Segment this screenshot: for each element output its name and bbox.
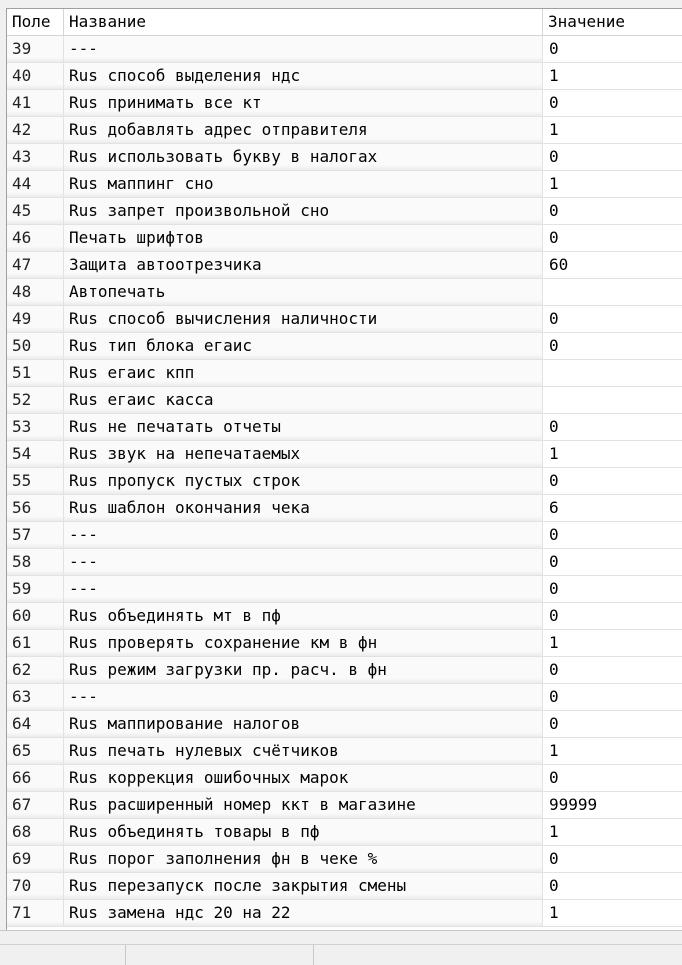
name-cell: Rus замена ндс 20 на 22: [64, 900, 543, 927]
field-cell: 53: [7, 414, 64, 441]
name-cell: Rus пропуск пустых строк: [64, 468, 543, 495]
value-cell[interactable]: 0: [543, 549, 682, 576]
value-cell[interactable]: 0: [543, 36, 682, 63]
table-row[interactable]: [7, 387, 682, 414]
table-row[interactable]: [7, 441, 682, 468]
field-cell: 66: [7, 765, 64, 792]
table-row[interactable]: [7, 279, 682, 306]
table-row[interactable]: [7, 792, 682, 819]
name-cell: Rus запрет произвольной сно: [64, 198, 543, 225]
value-cell[interactable]: 1: [543, 63, 682, 90]
name-cell: ---: [64, 36, 543, 63]
table-row[interactable]: [7, 171, 682, 198]
name-cell: ---: [64, 522, 543, 549]
table-row[interactable]: [7, 738, 682, 765]
value-cell[interactable]: 0: [543, 576, 682, 603]
value-cell[interactable]: 60: [543, 252, 682, 279]
name-cell: ---: [64, 549, 543, 576]
field-cell: 61: [7, 630, 64, 657]
table-row[interactable]: [7, 306, 682, 333]
value-cell[interactable]: 1: [543, 630, 682, 657]
field-cell: 39: [7, 36, 64, 63]
value-cell[interactable]: 0: [543, 603, 682, 630]
value-cell[interactable]: 0: [543, 333, 682, 360]
value-cell[interactable]: 1: [543, 900, 682, 927]
field-cell: 47: [7, 252, 64, 279]
field-cell: 42: [7, 117, 64, 144]
column-header-name[interactable]: Название: [64, 9, 543, 35]
name-cell: Rus егаис касса: [64, 387, 543, 414]
name-cell: Rus маппирование налогов: [64, 711, 543, 738]
value-cell[interactable]: 0: [543, 414, 682, 441]
table-body: [7, 36, 682, 927]
name-cell: Печать шрифтов: [64, 225, 543, 252]
value-cell[interactable]: 0: [543, 657, 682, 684]
name-cell: ---: [64, 576, 543, 603]
name-cell: Rus использовать букву в налогах: [64, 144, 543, 171]
field-cell: 56: [7, 495, 64, 522]
value-cell[interactable]: 1: [543, 171, 682, 198]
table-row[interactable]: [7, 576, 682, 603]
value-cell[interactable]: 0: [543, 873, 682, 900]
table-row[interactable]: [7, 495, 682, 522]
table-row[interactable]: [7, 873, 682, 900]
field-cell: 62: [7, 657, 64, 684]
status-bar: [0, 944, 682, 965]
name-cell: Rus объединять товары в пф: [64, 819, 543, 846]
value-cell[interactable]: [543, 279, 682, 306]
name-cell: Rus проверять сохранение км в фн: [64, 630, 543, 657]
field-cell: 60: [7, 603, 64, 630]
table-row[interactable]: [7, 819, 682, 846]
table-row[interactable]: [7, 252, 682, 279]
value-cell[interactable]: 0: [543, 765, 682, 792]
table-row[interactable]: [7, 414, 682, 441]
name-cell: Rus расширенный номер ккт в магазине: [64, 792, 543, 819]
value-cell[interactable]: 0: [543, 522, 682, 549]
table-row[interactable]: [7, 117, 682, 144]
status-panel-2: [126, 945, 314, 965]
name-cell: Rus не печатать отчеты: [64, 414, 543, 441]
table-row[interactable]: [7, 36, 682, 63]
field-cell: 63: [7, 684, 64, 711]
name-cell: Rus порог заполнения фн в чеке %: [64, 846, 543, 873]
value-cell[interactable]: 0: [543, 225, 682, 252]
name-cell: Rus печать нулевых счётчиков: [64, 738, 543, 765]
value-cell[interactable]: 0: [543, 198, 682, 225]
field-cell: 41: [7, 90, 64, 117]
table-row[interactable]: [7, 846, 682, 873]
name-cell: Rus перезапуск после закрытия смены: [64, 873, 543, 900]
table-header: [7, 9, 682, 36]
name-cell: Rus егаис кпп: [64, 360, 543, 387]
name-cell: Rus звук на непечатаемых: [64, 441, 543, 468]
table-row[interactable]: [7, 684, 682, 711]
table-row[interactable]: [7, 711, 682, 738]
name-cell: Автопечать: [64, 279, 543, 306]
field-cell: 65: [7, 738, 64, 765]
table-row[interactable]: [7, 630, 682, 657]
field-cell: 46: [7, 225, 64, 252]
table-row[interactable]: [7, 657, 682, 684]
name-cell: Защита автоотрезчика: [64, 252, 543, 279]
value-cell[interactable]: 0: [543, 90, 682, 117]
table-row[interactable]: [7, 225, 682, 252]
table-row[interactable]: [7, 549, 682, 576]
value-cell[interactable]: [543, 360, 682, 387]
field-cell: 69: [7, 846, 64, 873]
field-cell: 44: [7, 171, 64, 198]
field-cell: 52: [7, 387, 64, 414]
field-cell: 70: [7, 873, 64, 900]
status-panel-1: [0, 945, 126, 965]
field-cell: 45: [7, 198, 64, 225]
table-row[interactable]: [7, 468, 682, 495]
field-cell: 71: [7, 900, 64, 927]
name-cell: Rus принимать все кт: [64, 90, 543, 117]
table-row[interactable]: [7, 144, 682, 171]
name-cell: Rus объединять мт в пф: [64, 603, 543, 630]
value-cell[interactable]: 0: [543, 711, 682, 738]
column-header-field[interactable]: Поле: [7, 9, 64, 35]
table-row[interactable]: [7, 90, 682, 117]
settings-table: [6, 8, 682, 931]
table-row[interactable]: [7, 765, 682, 792]
value-cell[interactable]: 6: [543, 495, 682, 522]
field-cell: 58: [7, 549, 64, 576]
name-cell: ---: [64, 684, 543, 711]
name-cell: Rus коррекция ошибочных марок: [64, 765, 543, 792]
name-cell: Rus способ вычисления наличности: [64, 306, 543, 333]
value-cell[interactable]: 0: [543, 144, 682, 171]
name-cell: Rus добавлять адрес отправителя: [64, 117, 543, 144]
value-cell[interactable]: 0: [543, 684, 682, 711]
value-cell[interactable]: 1: [543, 819, 682, 846]
field-cell: 50: [7, 333, 64, 360]
name-cell: Rus тип блока егаис: [64, 333, 543, 360]
value-cell[interactable]: 1: [543, 117, 682, 144]
field-cell: 67: [7, 792, 64, 819]
field-cell: 54: [7, 441, 64, 468]
name-cell: Rus маппинг сно: [64, 171, 543, 198]
name-cell: Rus шаблон окончания чека: [64, 495, 543, 522]
value-cell[interactable]: 0: [543, 468, 682, 495]
table-row[interactable]: [7, 603, 682, 630]
name-cell: Rus способ выделения ндс: [64, 63, 543, 90]
table-row[interactable]: [7, 333, 682, 360]
value-cell[interactable]: 0: [543, 846, 682, 873]
field-cell: 43: [7, 144, 64, 171]
field-cell: 55: [7, 468, 64, 495]
field-cell: 59: [7, 576, 64, 603]
field-cell: 68: [7, 819, 64, 846]
table-row[interactable]: [7, 522, 682, 549]
table-row[interactable]: [7, 900, 682, 927]
table-row[interactable]: [7, 198, 682, 225]
name-cell: Rus режим загрузки пр. расч. в фн: [64, 657, 543, 684]
table-row[interactable]: [7, 360, 682, 387]
field-cell: 40: [7, 63, 64, 90]
value-cell[interactable]: 1: [543, 441, 682, 468]
value-cell[interactable]: 1: [543, 738, 682, 765]
value-cell[interactable]: [543, 387, 682, 414]
field-cell: 48: [7, 279, 64, 306]
value-cell[interactable]: 0: [543, 306, 682, 333]
field-cell: 51: [7, 360, 64, 387]
field-cell: 64: [7, 711, 64, 738]
value-cell[interactable]: 99999: [543, 792, 682, 819]
column-header-value[interactable]: Значение: [548, 12, 626, 31]
field-cell: 57: [7, 522, 64, 549]
table-row[interactable]: [7, 63, 682, 90]
status-panel-3: [314, 945, 682, 965]
field-cell: 49: [7, 306, 64, 333]
